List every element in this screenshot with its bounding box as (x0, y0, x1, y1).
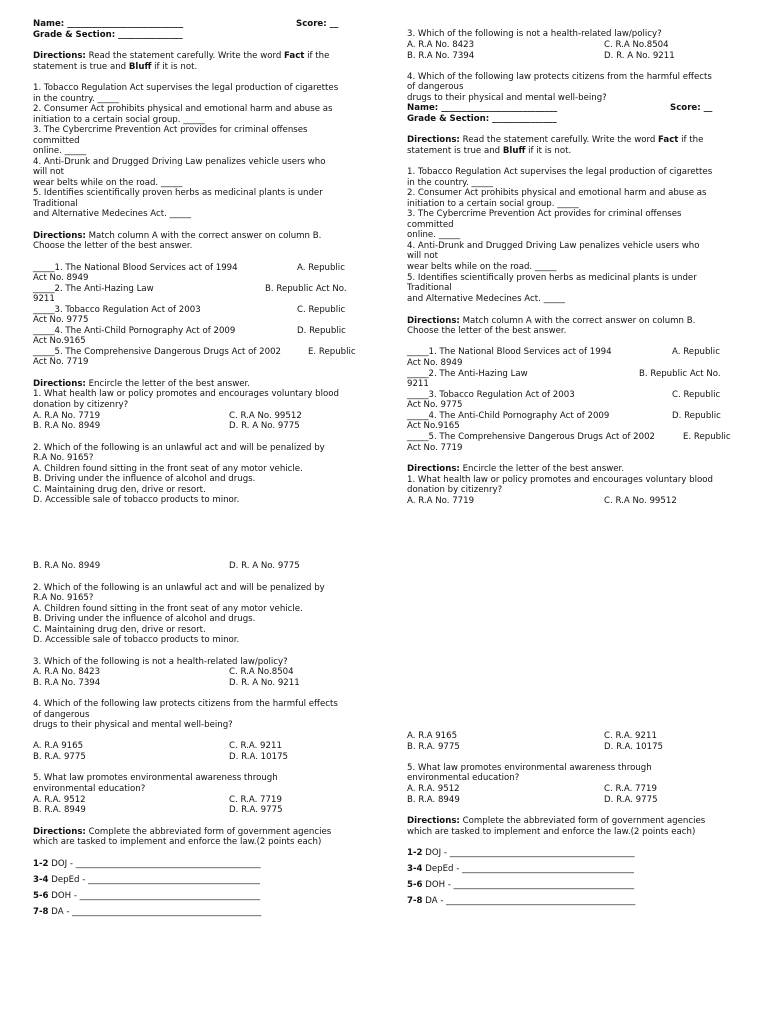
match-item-b: B. Republic Act No. (639, 369, 721, 379)
part1-line: committed (33, 136, 80, 146)
question-2-line: D. Accessible sale of tobacco products to minor. (33, 635, 240, 645)
question-5-line: environmental education? (33, 784, 146, 794)
part1-line: will not (33, 167, 64, 177)
part1-directions-line2: statement is true and Bluff if it is not. (407, 146, 572, 156)
question-4-line: drugs to their physical and mental well-being? (33, 720, 233, 730)
part1-line: committed (407, 220, 454, 230)
part1-line: Traditional (33, 199, 78, 209)
part1-line: 1. Tobacco Regulation Act supervises the legal production of cigarettes (33, 83, 339, 93)
option: D. R.A. 9775 (604, 795, 658, 805)
agency-item: 3-4 DepEd - ________________________________________ (407, 864, 634, 874)
match-item-a: _____2. The Anti-Hazing Law (407, 369, 528, 379)
part1-directions: Directions: Read the statement carefully. Write the word Fact if the (407, 135, 704, 145)
grade-section-field: Grade & Section: _______________ (33, 30, 183, 40)
part3-directions: Directions: Encircle the letter of the best answer. (33, 379, 251, 389)
option: B. R.A. 9775 (407, 742, 460, 752)
option: B. R.A No. 8949 (33, 421, 101, 431)
question-4: 4. Which of the following law protects citizens from the harmful effects (407, 72, 712, 82)
question-2-line: B. Driving under the influence of alcohol and drugs. (33, 474, 256, 484)
question-5-line: environmental education? (407, 773, 520, 783)
option: A. R.A No. 8423 (33, 667, 101, 677)
question-2: 2. Which of the following is an unlawful act and will be penalized by (33, 443, 325, 453)
part1-line: 3. The Cybercrime Prevention Act provides for criminal offenses (33, 125, 308, 135)
question-4: 4. Which of the following law protects citizens from the harmful effects (33, 699, 338, 709)
part4-directions: Directions: Complete the abbreviated form of government agencies (33, 827, 332, 837)
part1-line: Traditional (407, 283, 452, 293)
option: B. R.A No. 7394 (407, 51, 475, 61)
agency-item: 3-4 DepEd - ________________________________________ (33, 875, 260, 885)
option: B. R.A. 8949 (407, 795, 460, 805)
part4-directions-line2: which are tasked to implement and enforce the law.(2 points each) (33, 837, 322, 847)
option: C. R.A No.8504 (604, 40, 669, 50)
part1-line: in the country. _____ (407, 178, 493, 188)
match-item-b: E. Republic (308, 347, 356, 357)
option: C. R.A. 7719 (604, 784, 657, 794)
match-item-b: D. Republic (297, 326, 346, 336)
agency-item: 1-2 DOJ - ___________________________________________ (33, 859, 261, 869)
match-item-b: D. Republic (672, 411, 721, 421)
option: D. R. A No. 9211 (604, 51, 675, 61)
match-item-a: _____4. The Anti-Child Pornography Act of 2009 (407, 411, 610, 421)
part1-line: and Alternative Medecines Act. _____ (407, 294, 566, 304)
part3-directions: Directions: Encircle the letter of the best answer. (407, 464, 625, 474)
question-2: 2. Which of the following is an unlawful act and will be penalized by (33, 583, 325, 593)
option: C. R.A. 7719 (229, 795, 282, 805)
part1-line: initiation to a certain social group. _____ (407, 199, 579, 209)
option: D. R. A No. 9775 (229, 561, 300, 571)
question-2-line: R.A No. 9165? (33, 453, 94, 463)
option: A. R.A 9165 (33, 741, 84, 751)
question-5: 5. What law promotes environmental awareness through (407, 763, 652, 773)
option: A. R.A No. 8423 (407, 40, 475, 50)
name-field: Name: ___________________________ (407, 103, 558, 113)
part1-line: online. _____ (407, 230, 461, 240)
match-item-a: _____5. The Comprehensive Dangerous Drugs Act of 2002 (33, 347, 282, 357)
match-item-cont: Act No. 7719 (33, 357, 89, 367)
match-item-cont: Act No. 8949 (407, 358, 463, 368)
part4-directions: Directions: Complete the abbreviated form of government agencies (407, 816, 706, 826)
option: D. R.A. 10175 (604, 742, 664, 752)
question-4-line: drugs to their physical and mental well-being? (407, 93, 607, 103)
agency-item: 5-6 DOH - __________________________________________ (407, 880, 635, 890)
agency-item: 1-2 DOJ - ___________________________________________ (407, 848, 635, 858)
part1-line: 3. The Cybercrime Prevention Act provides for criminal offenses (407, 209, 682, 219)
match-item-a: _____3. Tobacco Regulation Act of 2003 (33, 305, 201, 315)
option: C. R.A No.8504 (229, 667, 294, 677)
part1-line: in the country. _____ (33, 94, 119, 104)
match-item-cont: Act No. 9775 (33, 315, 89, 325)
match-item-a: _____1. The National Blood Services act of 1994 (33, 263, 238, 273)
question-2-line: B. Driving under the influence of alcohol and drugs. (33, 614, 256, 624)
part1-line: will not (407, 251, 438, 261)
match-item-cont: 9211 (407, 379, 429, 389)
agency-item: 7-8 DA - ____________________________________________ (407, 896, 636, 906)
agency-item: 5-6 DOH - __________________________________________ (33, 891, 261, 901)
match-item-a: _____2. The Anti-Hazing Law (33, 284, 154, 294)
question-2-line: A. Children found sitting in the front seat of any motor vehicle. (33, 604, 303, 614)
part2-directions-line2: Choose the letter of the best answer. (33, 241, 193, 251)
option: A. R.A 9165 (407, 731, 458, 741)
part1-line: 5. Identifies scientifically proven herbs as medicinal plants is under (407, 273, 697, 283)
part1-line: wear belts while on the road. _____ (33, 178, 183, 188)
match-item-a: _____5. The Comprehensive Dangerous Drugs Act of 2002 (407, 432, 656, 442)
part1-directions: Directions: Read the statement carefully. Write the word Fact if the (33, 51, 330, 61)
part2-directions-line2: Choose the letter of the best answer. (407, 326, 567, 336)
part2-directions: Directions: Match column A with the correct answer on column B. (33, 231, 322, 241)
option: D. R.A. 9775 (229, 805, 283, 815)
option: C. R.A. 9211 (229, 741, 282, 751)
question-1-cont: donation by citizenry? (407, 485, 503, 495)
question-4-line: of dangerous (33, 710, 90, 720)
match-item-cont: Act No. 7719 (407, 443, 463, 453)
match-item-cont: Act No.9165 (33, 336, 86, 346)
match-item-a: _____4. The Anti-Child Pornography Act of 2009 (33, 326, 236, 336)
grade-section-field: Grade & Section: _______________ (407, 114, 557, 124)
part2-directions: Directions: Match column A with the correct answer on column B. (407, 316, 696, 326)
question-2-line: C. Maintaining drug den, drive or resort. (33, 625, 206, 635)
part1-line: wear belts while on the road. _____ (407, 262, 557, 272)
option: A. R.A. 9512 (33, 795, 86, 805)
option: D. R. A No. 9775 (229, 421, 300, 431)
option: C. R.A No. 99512 (229, 411, 302, 421)
option: B. R.A No. 8949 (33, 561, 101, 571)
option: A. R.A No. 7719 (33, 411, 101, 421)
part1-line: online. _____ (33, 146, 87, 156)
part4-directions-line2: which are tasked to implement and enforce the law.(2 points each) (407, 827, 696, 837)
option: C. R.A No. 99512 (604, 496, 677, 506)
agency-item: 7-8 DA - ____________________________________________ (33, 907, 262, 917)
option: D. R. A No. 9211 (229, 678, 300, 688)
option: A. R.A No. 7719 (407, 496, 475, 506)
question-3: 3. Which of the following is not a health-related law/policy? (407, 29, 662, 39)
option: B. R.A. 9775 (33, 752, 86, 762)
part1-line: 2. Consumer Act prohibits physical and emotional harm and abuse as (407, 188, 707, 198)
question-2-line: C. Maintaining drug den, drive or resort. (33, 485, 206, 495)
part1-line: 2. Consumer Act prohibits physical and emotional harm and abuse as (33, 104, 333, 114)
option: B. R.A No. 7394 (33, 678, 101, 688)
question-1: 1. What health law or policy promotes and encourages voluntary blood (33, 389, 339, 399)
option: C. R.A. 9211 (604, 731, 657, 741)
match-item-b: A. Republic (297, 263, 345, 273)
part1-line: 5. Identifies scientifically proven herbs as medicinal plants is under (33, 188, 323, 198)
question-4-line: of dangerous (407, 82, 464, 92)
name-field: Name: ___________________________ (33, 19, 184, 29)
question-1: 1. What health law or policy promotes and encourages voluntary blood (407, 475, 713, 485)
part1-line: 4. Anti-Drunk and Drugged Driving Law penalizes vehicle users who (407, 241, 700, 251)
match-item-cont: Act No.9165 (407, 421, 460, 431)
match-item-b: E. Republic (683, 432, 731, 442)
question-2-line: R.A No. 9165? (33, 593, 94, 603)
match-item-cont: Act No. 8949 (33, 273, 89, 283)
match-item-a: _____1. The National Blood Services act of 1994 (407, 347, 612, 357)
question-5: 5. What law promotes environmental awareness through (33, 773, 278, 783)
match-item-cont: 9211 (33, 294, 55, 304)
part1-directions-line2: statement is true and Bluff if it is not. (33, 62, 198, 72)
part1-line: 1. Tobacco Regulation Act supervises the legal production of cigarettes (407, 167, 713, 177)
question-3: 3. Which of the following is not a health-related law/policy? (33, 657, 288, 667)
match-item-b: C. Republic (672, 390, 721, 400)
option: D. R.A. 10175 (229, 752, 289, 762)
part1-line: and Alternative Medecines Act. _____ (33, 209, 192, 219)
question-1-cont: donation by citizenry? (33, 400, 129, 410)
match-item-b: C. Republic (297, 305, 346, 315)
part1-line: initiation to a certain social group. _____ (33, 115, 205, 125)
match-item-a: _____3. Tobacco Regulation Act of 2003 (407, 390, 575, 400)
match-item-b: A. Republic (672, 347, 720, 357)
score-field: Score: __ (296, 19, 339, 29)
match-item-b: B. Republic Act No. (265, 284, 347, 294)
score-field: Score: __ (670, 103, 713, 113)
part1-line: 4. Anti-Drunk and Drugged Driving Law penalizes vehicle users who (33, 157, 326, 167)
match-item-cont: Act No. 9775 (407, 400, 463, 410)
question-2-line: D. Accessible sale of tobacco products to minor. (33, 495, 240, 505)
option: B. R.A. 8949 (33, 805, 86, 815)
question-2-line: A. Children found sitting in the front seat of any motor vehicle. (33, 464, 303, 474)
option: A. R.A. 9512 (407, 784, 460, 794)
